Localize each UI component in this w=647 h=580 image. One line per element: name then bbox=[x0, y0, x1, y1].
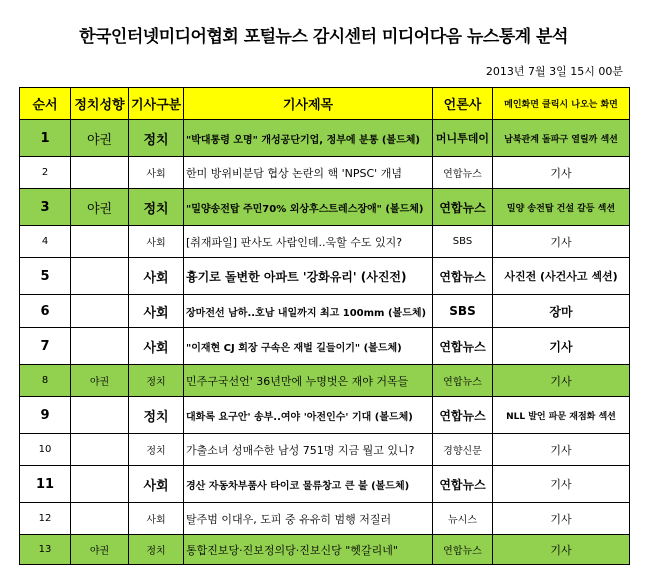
row-press: SBS bbox=[433, 226, 493, 258]
row-title: "박대통령 오명" 개성공단기업, 정부에 분통 (볼드체) bbox=[184, 120, 433, 157]
row-title: "밀양송전탑 주민70% 외상후스트레스장애" (볼드체) bbox=[184, 189, 433, 226]
row-screen: 기사 bbox=[493, 434, 630, 466]
table-row bbox=[20, 535, 630, 565]
row-screen: 밀양 송전탑 건설 갈등 섹션 bbox=[493, 189, 630, 226]
row-number: 3 bbox=[20, 189, 71, 226]
row-title: "이재현 CJ 회장 구속은 재벌 길들이기" (볼드체) bbox=[184, 328, 433, 365]
table-row bbox=[20, 503, 630, 535]
table-row bbox=[20, 258, 630, 295]
row-press: 머니투데이 bbox=[433, 120, 493, 157]
row-screen: 사진전 (사건사고 섹션) bbox=[493, 258, 630, 295]
row-number: 7 bbox=[20, 328, 71, 365]
row-number: 1 bbox=[20, 120, 71, 157]
header-political-lean: 정치성향 bbox=[71, 88, 129, 120]
row-title: 가출소녀 성매수한 남성 751명 지금 뭘고 있니? bbox=[184, 434, 433, 466]
row-press: 연합뉴스 bbox=[433, 258, 493, 295]
header-order: 순서 bbox=[20, 88, 71, 120]
row-screen: 기사 bbox=[493, 226, 630, 258]
row-lean bbox=[71, 157, 129, 189]
row-title: 경산 자동차부품사 타이코 물류창고 큰 불 (볼드체) bbox=[184, 466, 433, 503]
table-row bbox=[20, 434, 630, 466]
row-title: 통합진보당·진보정의당·진보신당 "헷갈리네" bbox=[184, 535, 433, 565]
row-category: 사회 bbox=[129, 328, 184, 365]
row-category: 정치 bbox=[129, 365, 184, 397]
table-row bbox=[20, 295, 630, 328]
row-screen: NLL 발언 파문 재점화 섹션 bbox=[493, 397, 630, 434]
row-title: 장마전선 남하..호남 내일까지 최고 100mm (볼드체) bbox=[184, 295, 433, 328]
row-press: 연합뉴스 bbox=[433, 189, 493, 226]
row-title: [취재파일] 판사도 사람인데..욱할 수도 있지? bbox=[184, 226, 433, 258]
row-number: 11 bbox=[20, 466, 71, 503]
row-title: 민주구국선언' 36년만에 누명벗은 재야 거목들 bbox=[184, 365, 433, 397]
table-row bbox=[20, 120, 630, 157]
news-stats-table bbox=[19, 87, 630, 565]
row-number: 4 bbox=[20, 226, 71, 258]
row-number: 5 bbox=[20, 258, 71, 295]
header-press: 언론사 bbox=[433, 88, 493, 120]
table-row bbox=[20, 189, 630, 226]
row-screen: 기사 bbox=[493, 157, 630, 189]
row-category: 정치 bbox=[129, 120, 184, 157]
table-row bbox=[20, 397, 630, 434]
row-number: 6 bbox=[20, 295, 71, 328]
row-screen: 기사 bbox=[493, 328, 630, 365]
row-number: 9 bbox=[20, 397, 71, 434]
page-title: 한국인터넷미디어협회 포털뉴스 감시센터 미디어다음 뉴스통계 분석 bbox=[79, 27, 568, 47]
row-category: 사회 bbox=[129, 157, 184, 189]
header-article-category: 기사구분 bbox=[129, 88, 184, 120]
row-press: 연합뉴스 bbox=[433, 328, 493, 365]
row-category: 사회 bbox=[129, 466, 184, 503]
row-lean: 야권 bbox=[71, 535, 129, 565]
row-title: 대화록 요구안' 송부..여야 '아전인수' 기대 (볼드체) bbox=[184, 397, 433, 434]
table-row bbox=[20, 365, 630, 397]
row-lean bbox=[71, 258, 129, 295]
row-press: 연합뉴스 bbox=[433, 365, 493, 397]
row-number: 2 bbox=[20, 157, 71, 189]
row-category: 사회 bbox=[129, 226, 184, 258]
row-number: 12 bbox=[20, 503, 71, 535]
row-screen: 기사 bbox=[493, 503, 630, 535]
row-title: 탈주범 이대우, 도피 중 유유히 범행 저질러 bbox=[184, 503, 433, 535]
row-screen: 기사 bbox=[493, 365, 630, 397]
row-category: 사회 bbox=[129, 258, 184, 295]
row-title: 한미 방위비분담 협상 논란의 핵 'NPSC' 개념 bbox=[184, 157, 433, 189]
row-number: 10 bbox=[20, 434, 71, 466]
row-number: 8 bbox=[20, 365, 71, 397]
row-screen: 장마 bbox=[493, 295, 630, 328]
row-screen: 남북관계 돌파구 열릴까 섹션 bbox=[493, 120, 630, 157]
row-screen: 기사 bbox=[493, 535, 630, 565]
row-press: 연합뉴스 bbox=[433, 535, 493, 565]
row-lean bbox=[71, 226, 129, 258]
row-lean: 야권 bbox=[71, 189, 129, 226]
row-category: 사회 bbox=[129, 295, 184, 328]
row-screen: 기사 bbox=[493, 466, 630, 503]
header-article-title: 기사제목 bbox=[184, 88, 433, 120]
row-lean bbox=[71, 328, 129, 365]
row-press: 연합뉴스 bbox=[433, 466, 493, 503]
row-lean bbox=[71, 397, 129, 434]
row-category: 정치 bbox=[129, 189, 184, 226]
row-press: 뉴시스 bbox=[433, 503, 493, 535]
header-click-screen: 메인화면 클릭시 나오는 화면 bbox=[493, 88, 630, 120]
report-timestamp: 2013년 7월 3일 15시 00분 bbox=[485, 65, 623, 78]
table-row bbox=[20, 226, 630, 258]
row-category: 정치 bbox=[129, 397, 184, 434]
table-row bbox=[20, 328, 630, 365]
row-press: 연합뉴스 bbox=[433, 397, 493, 434]
row-lean bbox=[71, 295, 129, 328]
row-lean bbox=[71, 434, 129, 466]
row-lean: 야권 bbox=[71, 365, 129, 397]
table-row bbox=[20, 157, 630, 189]
row-press: SBS bbox=[433, 295, 493, 328]
row-press: 경향신문 bbox=[433, 434, 493, 466]
row-lean bbox=[71, 466, 129, 503]
row-category: 정치 bbox=[129, 434, 184, 466]
row-category: 정치 bbox=[129, 535, 184, 565]
row-lean bbox=[71, 503, 129, 535]
row-lean: 야권 bbox=[71, 120, 129, 157]
row-press: 연합뉴스 bbox=[433, 157, 493, 189]
row-title: 흉기로 돌변한 아파트 '강화유리' (사진전) bbox=[184, 258, 433, 295]
row-category: 사회 bbox=[129, 503, 184, 535]
table-header-row bbox=[20, 88, 630, 120]
row-number: 13 bbox=[20, 535, 71, 565]
table-row bbox=[20, 466, 630, 503]
